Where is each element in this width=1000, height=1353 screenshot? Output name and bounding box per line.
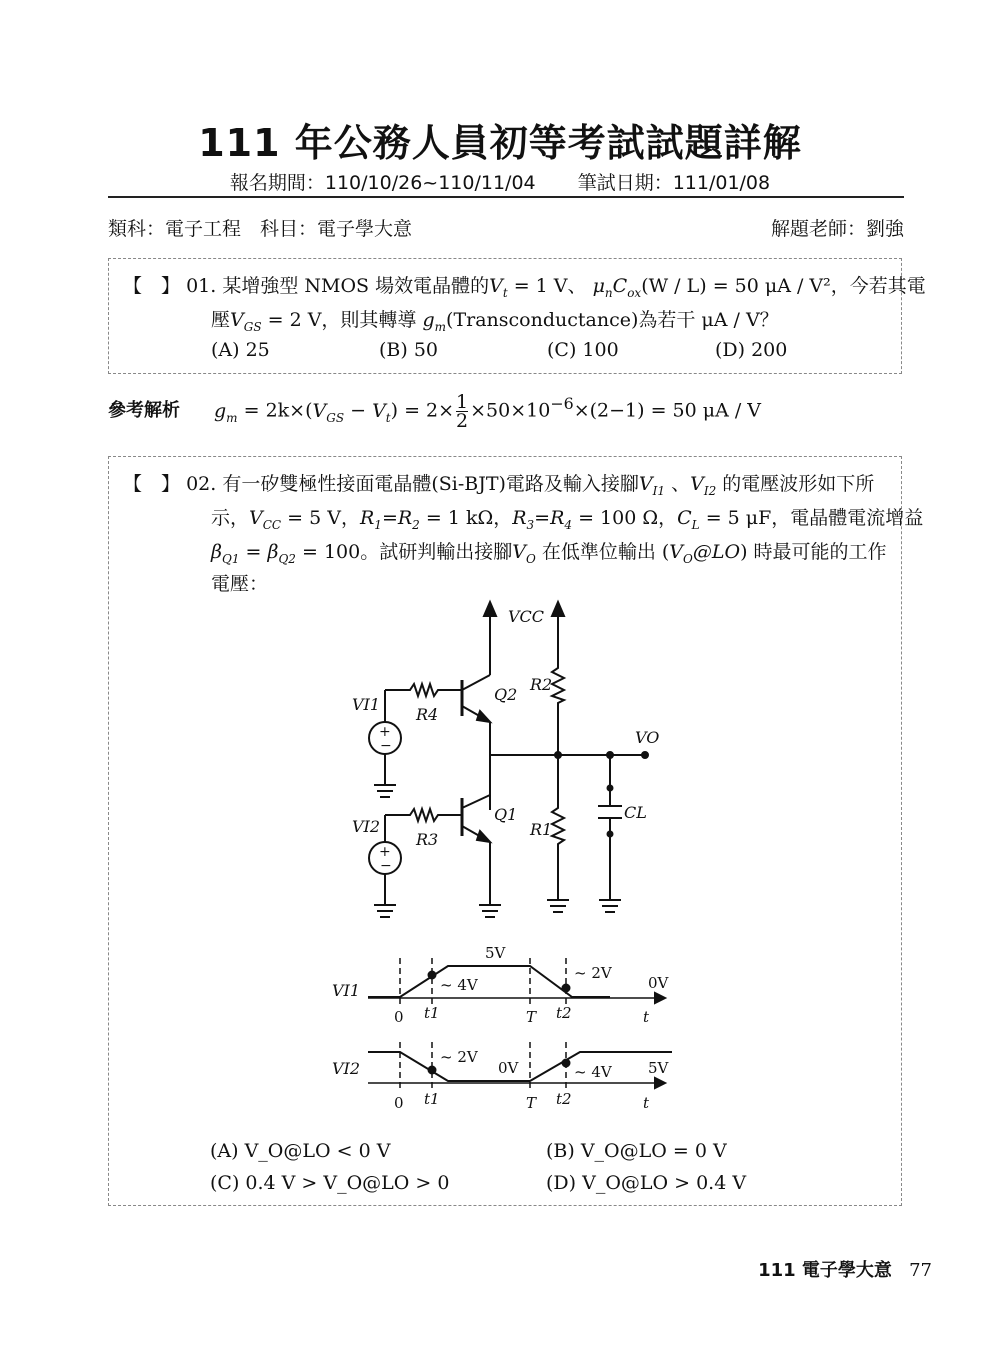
- vi2-tick-0: 0: [394, 1094, 404, 1112]
- question-number: 02.: [186, 473, 217, 495]
- q2-text-2b: = 5 V，: [287, 507, 360, 529]
- q1-text-1a: 某增強型 NMOS 場效電晶體的: [222, 275, 490, 297]
- formula-exponent: −6: [550, 394, 574, 414]
- vcc-arrow-right: [552, 602, 564, 616]
- r3-label: R3: [416, 830, 439, 849]
- q1-text-2a: 壓: [211, 309, 231, 331]
- vi2-level-t2: ~ 4V: [574, 1063, 612, 1081]
- q2-option-c: (C) 0.4 V > V_O@LO > 0: [210, 1172, 450, 1194]
- vi1-tick-t: t: [643, 1008, 650, 1026]
- vi2-waveform: [332, 1042, 672, 1112]
- vi2-tick-t: t: [643, 1094, 650, 1112]
- question-number: 01.: [186, 275, 217, 297]
- page-number: 77: [909, 1260, 932, 1281]
- q2-option-d: (D) V_O@LO > 0.4 V: [546, 1172, 747, 1194]
- answer-label: 參考解析: [108, 400, 180, 421]
- vi2-wave-label: VI2: [332, 1059, 361, 1078]
- vi2-point-t2: [563, 1060, 570, 1067]
- minus-icon: −: [380, 858, 392, 874]
- ground-icon: [374, 905, 396, 917]
- r4-label: R4: [416, 705, 439, 724]
- teacher: 解題老師：劉強: [770, 218, 904, 240]
- vi1-waveform: [332, 944, 670, 1026]
- q1-emitter-arrow: [477, 831, 490, 842]
- q2-text-1a: 有一矽雙極性接面電晶體(Si-BJT)電路及輸入接腳: [222, 473, 639, 495]
- vi1-label: VI1: [352, 695, 381, 714]
- registration-period: 報名期間：110/10/26~110/11/04: [229, 172, 536, 194]
- q1-option-b: (B) 50: [379, 339, 439, 361]
- vi2-signal: [368, 1052, 672, 1081]
- q1-option-a: (A) 25: [211, 339, 270, 361]
- minus-icon: −: [380, 738, 392, 754]
- vi2-tick-t2: t2: [556, 1090, 572, 1108]
- r2-label: R2: [530, 675, 553, 694]
- vcc-label: VCC: [508, 607, 545, 626]
- q2-option-b: (B) V_O@LO = 0 V: [546, 1140, 727, 1162]
- formula-fraction: [456, 393, 468, 430]
- q1-option-d: (D) 200: [715, 339, 788, 361]
- formula-part-d: ×(2−1) = 50 μA / V: [573, 399, 762, 422]
- question-2-line-2: 示，$V_{CC} = 5$ V，$R_1=R_2 = 1$ kΩ，$R_3=R_4 = 100$ Ω，$C_L = 5$ μF，電晶體電流增益: [211, 507, 924, 532]
- plus-icon: +: [379, 724, 391, 740]
- vi2-level-high: 5V: [648, 1059, 669, 1077]
- vi2-level-t1: ~ 2V: [440, 1048, 478, 1066]
- vi1-tick-0: 0: [394, 1008, 404, 1026]
- q2-text-3c: ) 時最可能的工作: [740, 541, 887, 563]
- ground-icon: [479, 905, 501, 917]
- r1-resistor: [552, 755, 564, 900]
- q2-text-2a: 示，: [211, 507, 250, 529]
- question-1-line-1: 【 】 01. 某增強型 NMOS 場效電晶體的$V_t = 1$ V、 $\mu_nC_{ox}(W / L) = 50$ μA / V²，今若其電: [123, 275, 926, 300]
- q1-text-2c: (Transconductance)為若干 μA / V？: [446, 309, 779, 331]
- answer-bracket: 【 】: [123, 473, 181, 495]
- q1-text-1b: = 1 V、: [513, 275, 587, 297]
- q1-text-1c: (W / L) = 50 μA / V²，今若其電: [641, 275, 926, 297]
- vi1-level-t2: ~ 2V: [574, 964, 612, 982]
- q2-option-a: (A) V_O@LO < 0 V: [210, 1140, 391, 1162]
- node-dot: [608, 832, 613, 837]
- question-2-line-1: 【 】 02. 有一矽雙極性接面電晶體(Si-BJT)電路及輸入接腳$V_{I1}$ 、$V_{I2}$ 的電壓波形如下所: [123, 473, 875, 498]
- q1-label: Q1: [494, 805, 518, 824]
- vi1-point-t2: [563, 985, 570, 992]
- q2-text-3b: 在低準位輸出 (: [541, 541, 670, 563]
- vcc-arrow-left: [484, 602, 496, 616]
- r1-label: R1: [530, 820, 553, 839]
- q1-collector: [462, 795, 490, 808]
- vi2-axis-arrow: [655, 1078, 665, 1088]
- question-1-line-2: 壓$V_{GS} = 2$ V，則其轉導 $g_m(Transconductance)$為若干 μA / V？: [211, 309, 779, 334]
- q2-text-3a: = 100。試研判輸出接腳: [301, 541, 513, 563]
- vi2-tick-t1: t1: [424, 1090, 440, 1108]
- r2-resistor: [552, 665, 564, 755]
- bjt-circuit-diagram: [330, 596, 690, 926]
- header-divider: [108, 196, 904, 198]
- vi1-axis-arrow: [655, 993, 665, 1003]
- q2-text-1c: 的電壓波形如下所: [722, 473, 875, 495]
- q2-collector: [462, 675, 490, 690]
- ground-icon: [599, 900, 621, 912]
- question-2-line-4: 電壓：: [211, 573, 269, 595]
- page-title: 111 年公務人員初等考試試題詳解: [198, 121, 802, 165]
- formula-part-a: = 2k×(: [243, 399, 313, 422]
- category-subject: 類科：電子工程 科目：電子學大意: [108, 218, 413, 240]
- vi2-label: VI2: [352, 817, 381, 836]
- vo-label: VO: [635, 728, 660, 747]
- fraction-numerator: 1: [456, 391, 469, 413]
- vi1-tick-T: T: [526, 1008, 537, 1026]
- plus-icon: +: [379, 844, 391, 860]
- vo-terminal: [642, 752, 648, 758]
- formula-part-b: ) = 2×: [390, 399, 455, 422]
- q2-label: Q2: [494, 685, 518, 704]
- node-dot: [608, 786, 613, 791]
- ground-icon: [547, 900, 569, 912]
- vi2-point-t1: [429, 1067, 436, 1074]
- answer-formula: $g_m = 2k\times(V_{GS} - V_t) = 2\times$ $\frac{1}{2}$ $\times 50\times 10^{-6}\times(2-1) = 50$ μA / V: [214, 391, 762, 432]
- q2-text-2d: = 100 Ω，: [578, 507, 678, 529]
- r4-resistor: [385, 684, 462, 696]
- question-2-line-3: $\beta_{Q1} = \beta_{Q2} = 100$。試研判輸出接腳$V_O$ 在低準位輸出 $(V_O@LO)$ 時最可能的工作: [211, 541, 887, 566]
- vi2-tick-T: T: [526, 1094, 537, 1112]
- vi1-tick-t2: t2: [556, 1004, 572, 1022]
- vi1-wave-label: VI1: [332, 981, 361, 1000]
- q1-text-2b: = 2 V，則其轉導: [267, 309, 417, 331]
- formula-part-c: ×50×10: [470, 399, 551, 422]
- answer-bracket: 【 】: [123, 275, 181, 297]
- ground-icon: [374, 785, 396, 797]
- r3-resistor: [385, 809, 462, 821]
- exam-date: 筆試日期：111/01/08: [577, 172, 771, 194]
- q2-text-1b: 、: [671, 473, 691, 495]
- page-footer: [758, 1256, 932, 1282]
- vi1-level-high: 5V: [485, 944, 506, 962]
- q2-text-2e: = 5 μF，電晶體電流增益: [705, 507, 924, 529]
- vi1-point-t1: [429, 972, 436, 979]
- vi1-level-low: 0V: [648, 974, 669, 992]
- footer-subject: 111 電子學大意: [758, 1260, 892, 1281]
- question-1-box: [108, 258, 926, 374]
- q2-text-2c: = 1 kΩ，: [425, 507, 513, 529]
- vi1-level-t1: ~ 4V: [440, 976, 478, 994]
- q1-option-c: (C) 100: [547, 339, 619, 361]
- input-waveforms: [325, 940, 685, 1120]
- cl-label: CL: [624, 803, 647, 822]
- vi2-level-low: 0V: [498, 1059, 519, 1077]
- vi1-tick-t1: t1: [424, 1004, 440, 1022]
- fraction-denominator: 2: [456, 410, 469, 432]
- q2-emitter-arrow: [477, 711, 490, 722]
- exam-schedule: [0, 168, 1000, 195]
